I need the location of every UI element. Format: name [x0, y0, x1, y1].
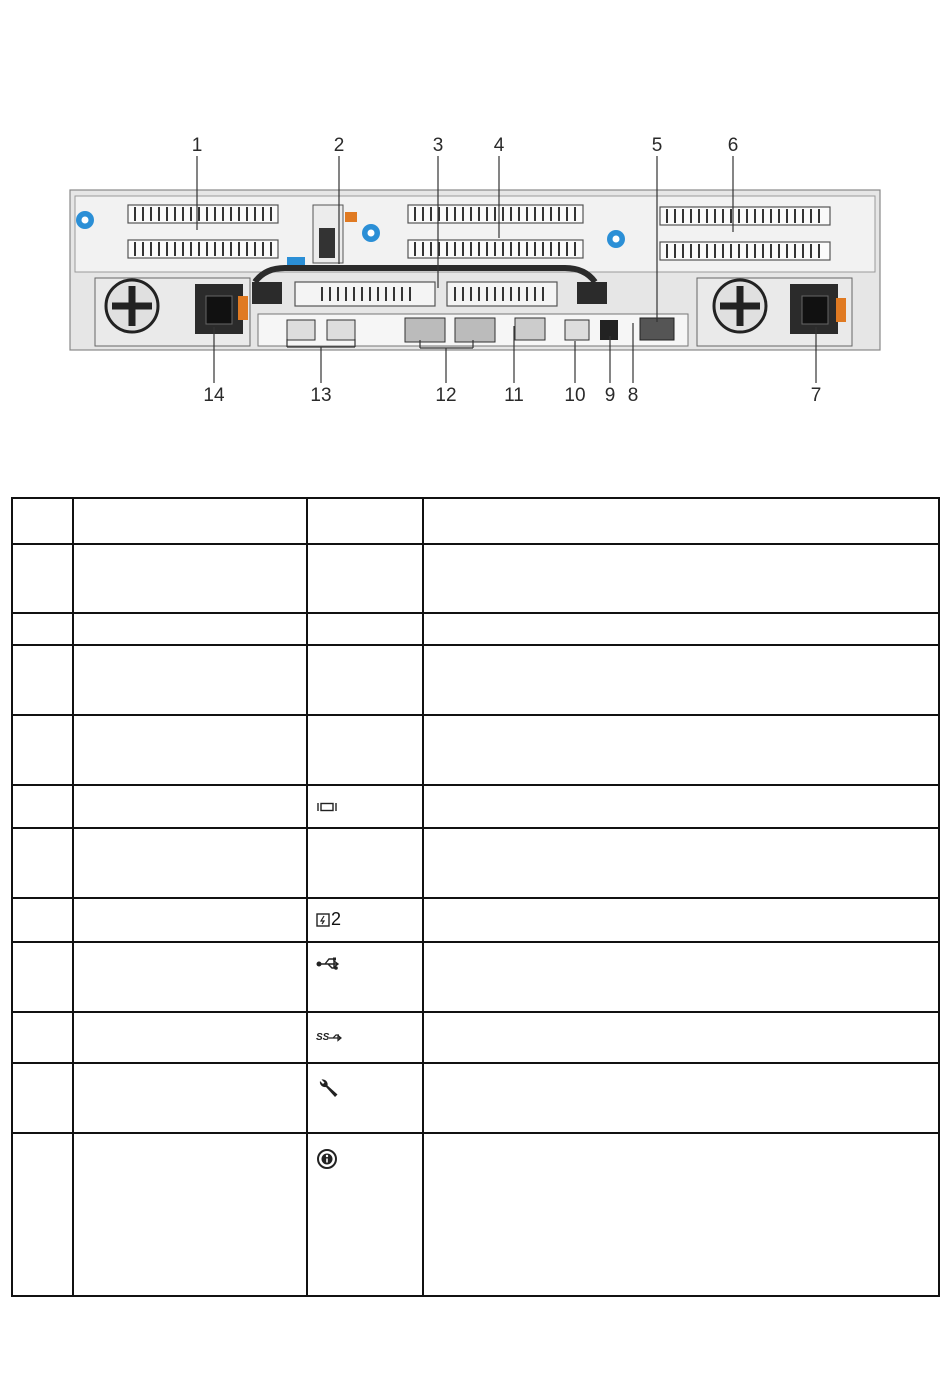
- callout-2: 2: [333, 135, 345, 156]
- callout-11: 11: [504, 385, 524, 406]
- callout-7: 7: [810, 385, 822, 406]
- table-row: [12, 898, 939, 942]
- callout-13: 13: [310, 385, 332, 406]
- callouts-bottom: [203, 385, 821, 406]
- info-icon: [316, 1148, 338, 1170]
- chassis: [70, 156, 880, 383]
- vga-icon: [316, 801, 338, 813]
- callout-6: 6: [727, 135, 739, 156]
- wrench-icon: [316, 1078, 340, 1102]
- table-row: [12, 1133, 939, 1296]
- callout-12: 12: [435, 385, 457, 406]
- table-row: [12, 785, 939, 828]
- header-description: [423, 498, 939, 544]
- table-header-row: [12, 498, 939, 544]
- table-row: [12, 1063, 939, 1133]
- header-item: [12, 498, 73, 544]
- callouts-top: [192, 135, 739, 156]
- table-row: [12, 645, 939, 715]
- table-row: [12, 544, 939, 613]
- header-icon: [307, 498, 423, 544]
- server-rear-view-figure: [0, 0, 950, 440]
- usb-icon: [316, 957, 342, 971]
- callout-3: 3: [432, 135, 444, 156]
- callout-9: 9: [604, 385, 616, 406]
- table-row: [12, 715, 939, 785]
- callout-5: 5: [651, 135, 663, 156]
- rear-panel-features-table: [11, 497, 940, 1297]
- callout-1: 1: [191, 135, 203, 156]
- header-port: [73, 498, 307, 544]
- usb3-icon: [316, 1032, 343, 1043]
- table-row: [12, 1012, 939, 1063]
- table-row: [12, 613, 939, 645]
- drive-2-icon-number: 2: [331, 909, 342, 929]
- drive-2-icon: [316, 909, 341, 930]
- callout-10: 10: [564, 385, 586, 406]
- callout-14: 14: [203, 385, 225, 406]
- callout-8: 8: [627, 385, 639, 406]
- table-row: [12, 942, 939, 1012]
- usb3-icon-text: SS: [316, 1032, 330, 1043]
- callout-4: 4: [493, 135, 505, 156]
- table-row: [12, 828, 939, 898]
